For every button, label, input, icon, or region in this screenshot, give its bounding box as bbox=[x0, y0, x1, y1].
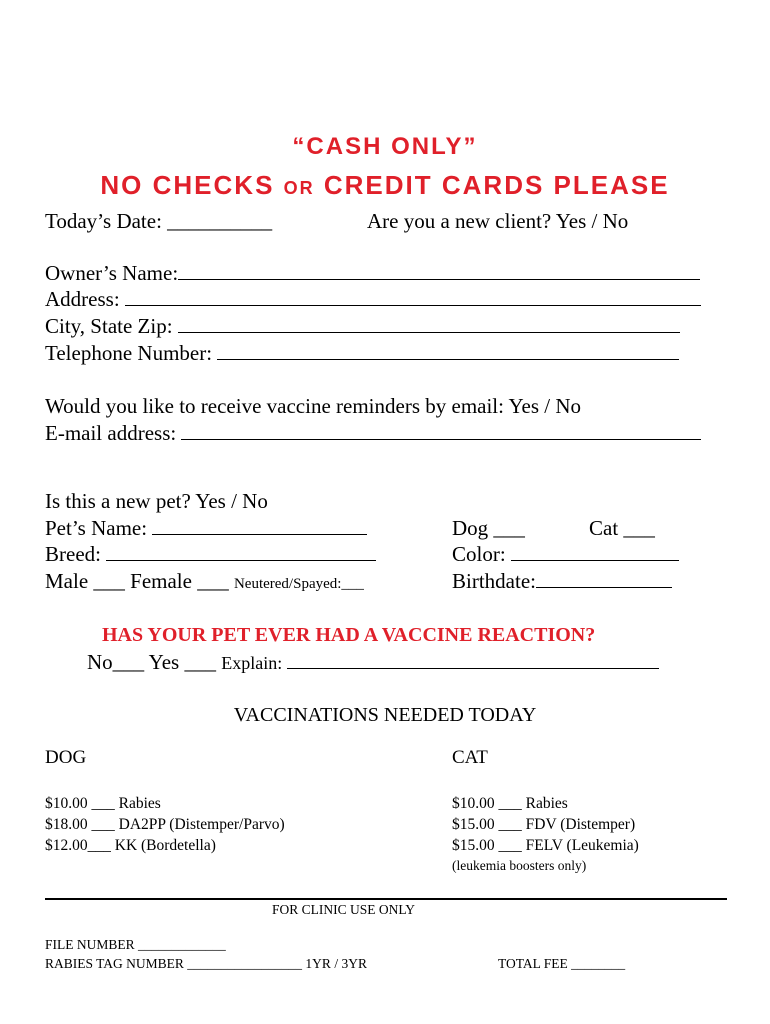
male-female-label: Male ___ Female ___ bbox=[45, 569, 229, 593]
explain-line[interactable] bbox=[287, 667, 659, 669]
total-fee-field[interactable]: TOTAL FEE ________ bbox=[498, 956, 626, 971]
breed-line[interactable] bbox=[106, 559, 376, 561]
color-label: Color: bbox=[452, 542, 506, 566]
address-line[interactable] bbox=[125, 304, 701, 306]
or-text: OR bbox=[283, 178, 315, 198]
city-state-zip-field[interactable] bbox=[45, 314, 680, 339]
explain-label: Explain: bbox=[221, 653, 283, 673]
cat-vaccine-rabies[interactable]: $10.00 ___ Rabies bbox=[452, 795, 568, 812]
leukemia-note: (leukemia boosters only) bbox=[452, 858, 587, 873]
clinic-use-title: FOR CLINIC USE ONLY bbox=[272, 902, 416, 917]
telephone-line[interactable] bbox=[217, 358, 679, 360]
credit-cards-text: CREDIT CARDS PLEASE bbox=[314, 170, 670, 200]
new-client-question[interactable]: Are you a new client? Yes / No bbox=[367, 209, 629, 233]
birthdate-field[interactable] bbox=[452, 569, 672, 594]
vaccine-reaction-question: HAS YOUR PET EVER HAD A VACCINE REACTION? bbox=[102, 624, 596, 646]
new-pet-question[interactable]: Is this a new pet? Yes / No bbox=[45, 489, 268, 513]
owner-name-label: Owner’s Name: bbox=[45, 261, 179, 285]
pet-name-label: Pet’s Name: bbox=[45, 516, 148, 540]
telephone-label: Telephone Number: bbox=[45, 341, 213, 365]
reaction-answer-field[interactable] bbox=[87, 650, 659, 675]
city-state-zip-line[interactable] bbox=[178, 331, 680, 333]
color-field[interactable] bbox=[452, 542, 679, 567]
birthdate-line[interactable] bbox=[536, 586, 672, 588]
no-checks-heading bbox=[0, 170, 770, 201]
vaccinations-title: VACCINATIONS NEEDED TODAY bbox=[233, 704, 537, 726]
breed-label: Breed: bbox=[45, 542, 101, 566]
rabies-tag-field[interactable]: RABIES TAG NUMBER _________________ 1YR / 3YR bbox=[45, 956, 367, 971]
owner-name-line[interactable] bbox=[178, 278, 700, 280]
city-state-zip-label: City, State Zip: bbox=[45, 314, 173, 338]
dog-column-header: DOG bbox=[45, 747, 87, 768]
dog-vaccine-da2pp[interactable]: $18.00 ___ DA2PP (Distemper/Parvo) bbox=[45, 816, 285, 833]
neutered-spayed-label: Neutered/Spayed:___ bbox=[233, 576, 364, 592]
cat-checkbox[interactable]: Cat ___ bbox=[589, 516, 655, 540]
email-address-line[interactable] bbox=[181, 438, 701, 440]
dog-checkbox[interactable]: Dog ___ bbox=[452, 516, 525, 540]
email-reminder-question[interactable]: Would you like to receive vaccine reminders by email: Yes / No bbox=[45, 394, 582, 418]
reaction-no-yes[interactable]: No___ Yes ___ bbox=[87, 650, 216, 674]
address-field[interactable] bbox=[45, 287, 701, 312]
sex-field[interactable] bbox=[45, 569, 364, 594]
cash-only-heading: “CASH ONLY” bbox=[292, 133, 478, 160]
cat-vaccine-felv[interactable]: $15.00 ___ FELV (Leukemia) bbox=[452, 837, 639, 854]
owner-name-field[interactable] bbox=[45, 261, 700, 286]
dog-vaccine-rabies[interactable]: $10.00 ___ Rabies bbox=[45, 795, 161, 812]
pet-name-line[interactable] bbox=[152, 533, 367, 535]
pet-name-field[interactable] bbox=[45, 516, 367, 541]
cat-column-header: CAT bbox=[452, 747, 488, 768]
todays-date-field[interactable]: Today’s Date: __________ bbox=[45, 209, 273, 233]
telephone-field[interactable] bbox=[45, 341, 679, 366]
birthdate-label: Birthdate: bbox=[452, 569, 536, 593]
no-checks-text: NO CHECKS bbox=[100, 170, 284, 200]
color-line[interactable] bbox=[511, 559, 679, 561]
email-address-label: E-mail address: bbox=[45, 421, 177, 445]
breed-field[interactable] bbox=[45, 542, 376, 567]
cat-vaccine-fdv[interactable]: $15.00 ___ FDV (Distemper) bbox=[452, 816, 636, 833]
address-label: Address: bbox=[45, 287, 120, 311]
email-address-field[interactable] bbox=[45, 421, 701, 446]
dog-vaccine-kk[interactable]: $12.00___ KK (Bordetella) bbox=[45, 837, 216, 854]
clinic-divider bbox=[45, 898, 727, 900]
file-number-field[interactable]: FILE NUMBER _____________ bbox=[45, 937, 226, 952]
